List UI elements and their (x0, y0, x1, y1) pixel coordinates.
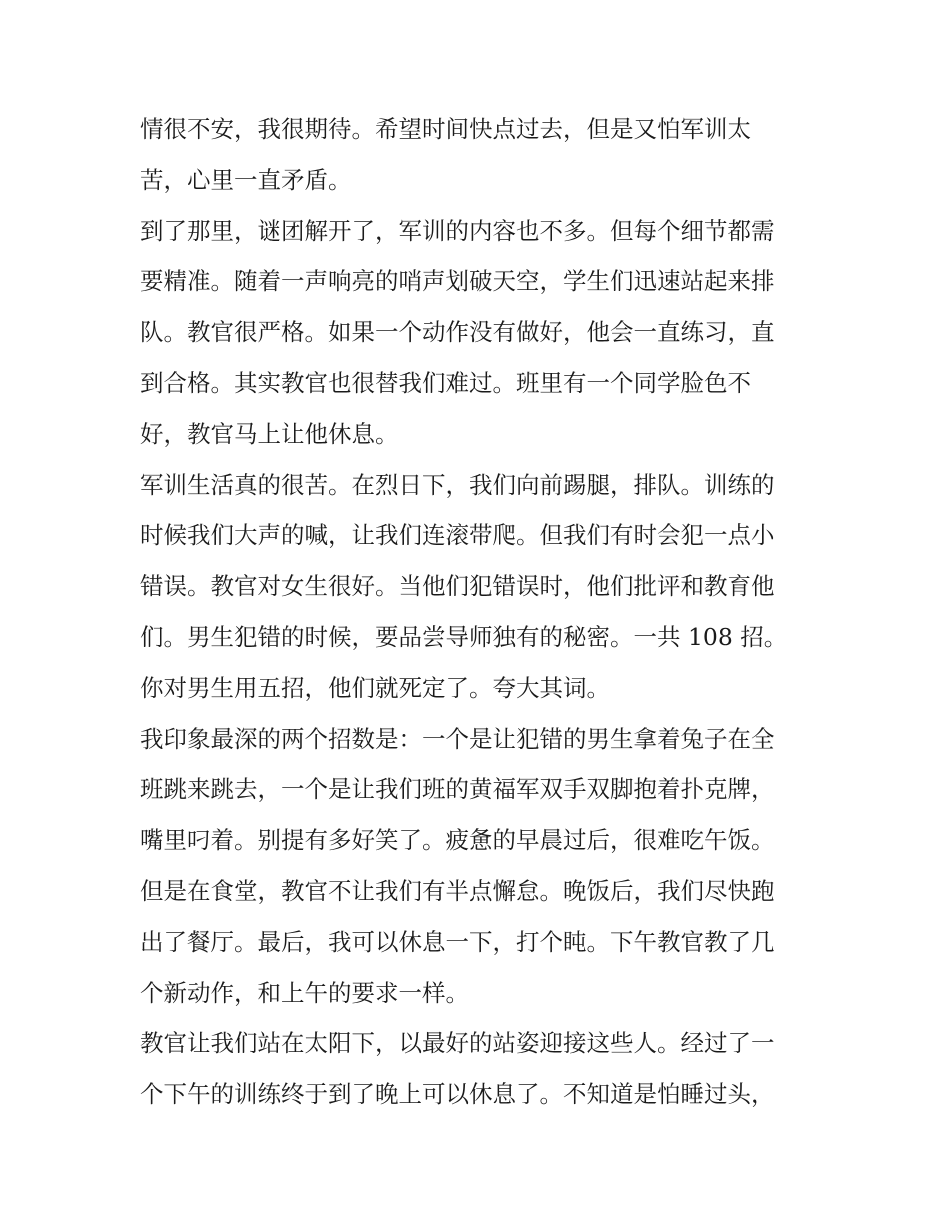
text-line: 个新动作，和上午的要求一样。 (140, 978, 469, 1007)
text-line: 我印象最深的两个招数是：一个是让犯错的男生拿着兔子在全 (140, 724, 775, 753)
text-line: 出了餐厅。最后，我可以休息一下，打个盹。下午教官教了几 (140, 927, 775, 956)
text-line: 你对男生用五招，他们就死定了。夸大其词。 (140, 673, 610, 702)
text-line: 但是在食堂，教官不让我们有半点懈怠。晚饭后，我们尽快跑 (140, 876, 775, 905)
text-line: 好，教官马上让他休息。 (140, 419, 399, 448)
text-line: 班跳来跳去，一个是让我们班的黄福军双手双脚抱着扑克牌， (140, 775, 775, 804)
body-text (140, 104, 820, 1120)
text-line: 队。教官很严格。如果一个动作没有做好，他会一直练习，直 (140, 318, 775, 347)
text-line: 嘴里叼着。别提有多好笑了。疲惫的早晨过后，很难吃午饭。 (140, 826, 775, 855)
text-line: 个下午的训练终于到了晚上可以休息了。不知道是怕睡过头， (140, 1080, 775, 1109)
text-line: 军训生活真的很苦。在烈日下，我们向前踢腿，排队。训练的 (140, 470, 775, 499)
text-line: 教官让我们站在太阳下，以最好的站姿迎接这些人。经过了一 (140, 1029, 775, 1058)
text-line: 错误。教官对女生很好。当他们犯错误时，他们批评和教育他 (140, 572, 775, 601)
text-line: 到了那里，谜团解开了，军训的内容也不多。但每个细节都需 (140, 216, 775, 245)
text-line: 们。男生犯错的时候，要品尝导师独有的秘密。一共 108 招。 (140, 622, 788, 651)
text-line: 苦，心里一直矛盾。 (140, 165, 352, 194)
text-line: 要精准。随着一声响亮的哨声划破天空，学生们迅速站起来排 (140, 267, 775, 296)
text-line: 到合格。其实教官也很替我们难过。班里有一个同学脸色不 (140, 368, 751, 397)
text-line: 时候我们大声的喊，让我们连滚带爬。但我们有时会犯一点小 (140, 521, 775, 550)
text-line: 情很不安，我很期待。希望时间快点过去，但是又怕军训太 (140, 115, 751, 143)
